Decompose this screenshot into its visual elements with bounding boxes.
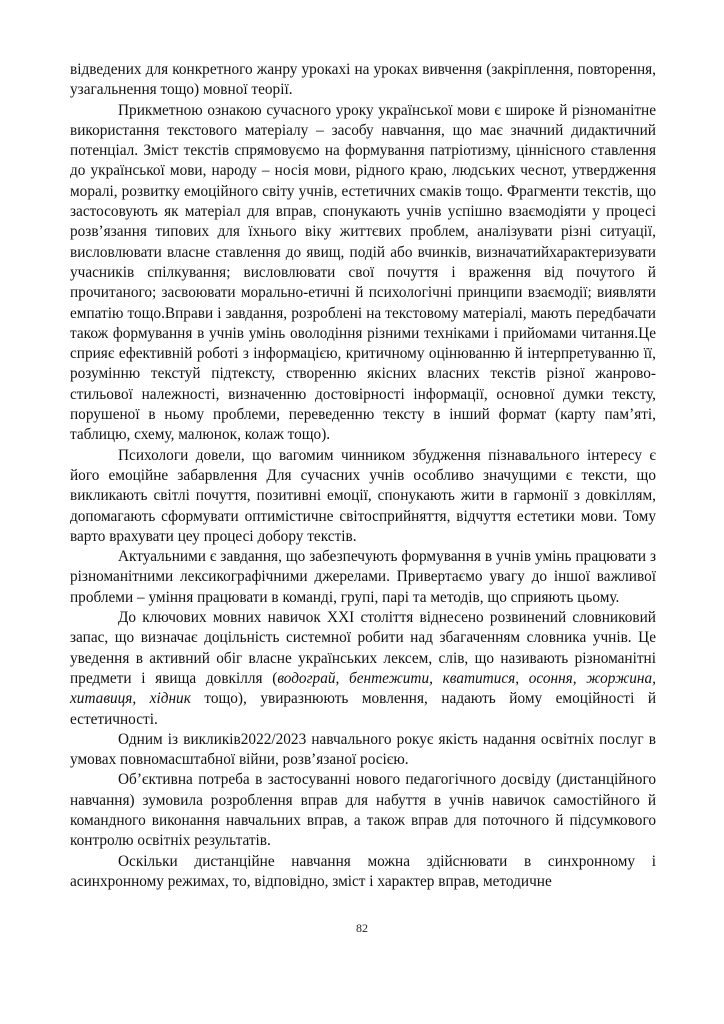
paragraph-6-text: Одним із викликів2022/2023 навчального рокує якість надання освітніх послуг в умовах повномасштабної війни, розв’язаної росією. — [70, 730, 656, 769]
paragraph-8 — [70, 852, 656, 893]
paragraph-5-examples: водограй, бентежити, кватитися, осоння, жоржина, хитавиця, хідник — [70, 669, 656, 708]
paragraph-7 — [70, 770, 656, 851]
paragraph-5-text-end: тощо), увиразнюють мовлення, надають йому емоційності й естетичності. — [70, 690, 656, 728]
paragraph-1-text: відведених для конкретного жанру урокахі на уроках вивчення (закріплення, повторення, узагальнення тощо) мовної теорії. — [70, 61, 656, 99]
paragraph-4-text: Актуальними є завдання, що забезпечують формування в учнів умінь працювати з різноманітними лексикографічними джерелами. Привертаємо увагу до іншої важливої проблеми – уміння працювати в команді, групі, парі та методів, що сприяють цьому. — [70, 548, 656, 606]
paragraph-4 — [70, 547, 656, 608]
paragraph-5 — [70, 608, 656, 730]
paragraph-1 — [70, 60, 656, 101]
paragraph-8-text: Оскільки дистанційне навчання можна здійснювати в синхронному і асинхронному режимах, то, відповідно, зміст і характер вправ, методичне — [70, 852, 656, 890]
paragraph-5-text: До ключових мовних навичок XXI століття віднесено розвинений словниковий запас, що визначає доцільність системної робити над збагаченням словника учнів. Це уведення в активний обіг власне українських лексем, слів, що називають різноманітні предмети і явища довкілля ( — [70, 609, 656, 687]
paragraph-2-text: Прикметною ознакою сучасного уроку української мови є широке й різноманітне використання текстового матеріалу – засобу навчання, що має значний дидактичний потенціал. Зміст текстів спрямовуємо на формування патріотизму, ціннісного ставлення до української мови, народу – носія мови, рідного краю, людських чеснот, утвердження моралі, розвитку емоційного світу учнів, естетичних смаків тощо. Фрагменти текстів, що застосовують як матеріал для вправ, спонукають учнів успішно взаємодіяти у процесі розвʼязання типових для їхнього віку життєвих проблем, аналізувати різні ситуації, висловлювати власне ставлення до явищ, подій або вчинків, визначатийхарактеризувати учасників спілкування; висловлювати свої почуття і враження від почутого й прочитаного; засвоювати морально-етичні й психологічні принципи взаємодії; виявляти емпатію тощо.Вправи і завдання, розроблені на текстовому матеріалі, мають передбачати також формування в учнів умінь оволодіння різними техніками і прийомами читання.Це сприяє ефективній роботі з інформацією, критичному оцінюванню й інтерпретуванню її, розумінню текстуй підтексту, створенню якісних власних текстів різної жанрово-стильової належності, визначенню достовірності інформації, основної думки тексту, порушеної в ньому проблеми, переведенню тексту в інший формат (карту пам’яті, таблицю, схему, малюнок, колаж тощо). — [70, 101, 656, 444]
paragraph-2 — [70, 101, 656, 446]
paragraph-6 — [70, 730, 656, 771]
paragraph-3-text: Психологи довели, що вагомим чинником збудження пізнавального інтересу є його емоційне забарвлення Для сучасних учнів особливо значущими є тексти, що викликають світлі почуття, позитивні емоції, спонукають жити в гармонії з довкіллям, допомагають сформувати оптимістичне світосприйняття, відчуття естетики мови. Тому варто врахувати цеу процесі добору текстів. — [70, 446, 656, 545]
paragraph-3 — [70, 446, 656, 547]
document-body — [70, 60, 656, 892]
paragraph-7-text: Об’єктивна потреба в застосуванні нового педагогічного досвіду (дистанційного навчання) зумовила розроблення вправ для набуття в учнів навичок самостійного й командного виконання навчальних вправ, а також вправ для поточного й підсумкового контролю освітніх результатів. — [70, 771, 656, 850]
page-number: 82 — [356, 921, 368, 935]
